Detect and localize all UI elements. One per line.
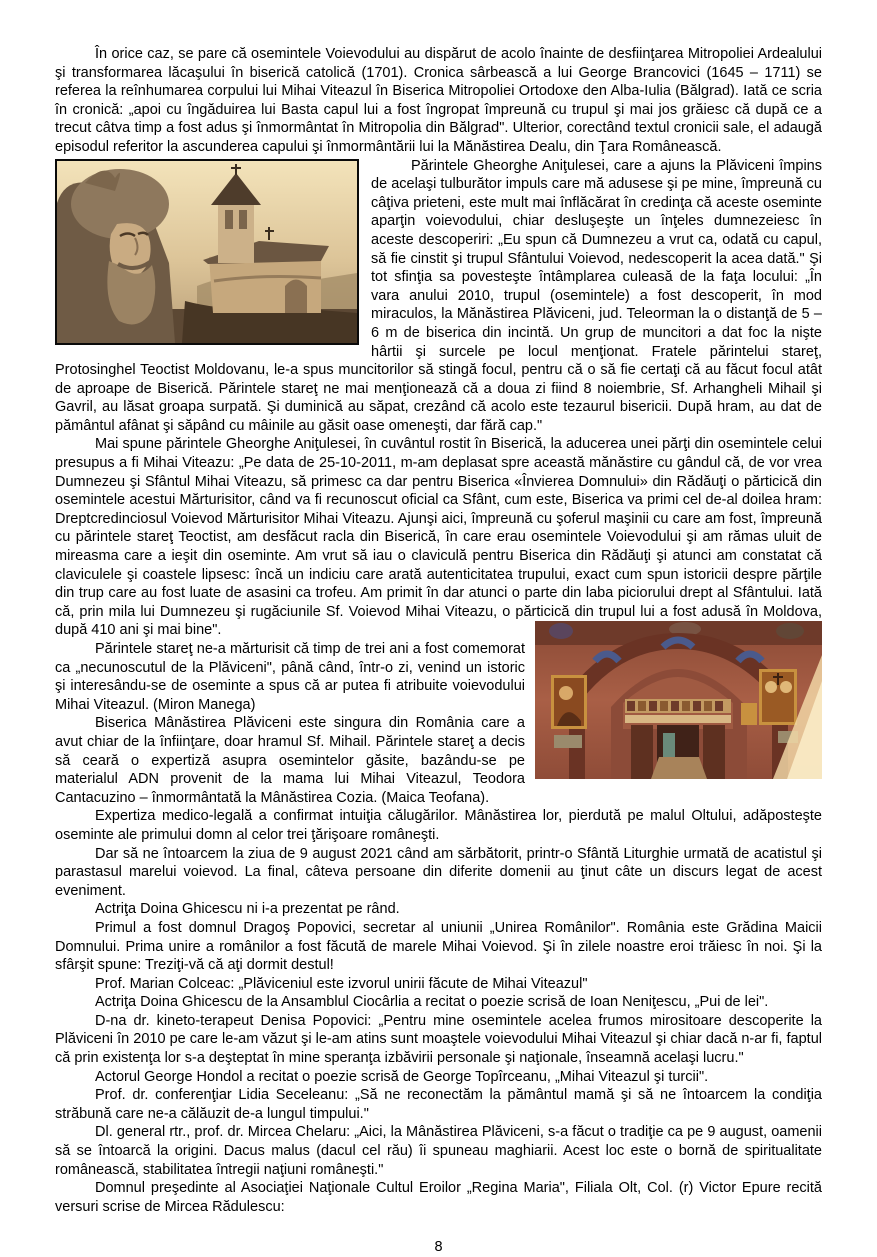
- paragraph-11-text: Actriţa Doina Ghicescu de la Ansamblul Ciocârlia a recitat o poezie scrisă de Ioan Neniţescu, „Pui de lei".: [95, 994, 769, 1011]
- paragraph-12-text: D-na dr. kineto-terapeut Denisa Popovici: „Pentru mine osemintele acelea frumos mirositoare descoperite la Plăviceni în 2010 pe care le-am văzut şi le-am atins sunt moaştele voievodului Mihai Viteazul şi chiar dacă n-ar fi, faptul că prin existenţa lor s-a deşteptat în mine speranţa izbăvirii personale şi naţionale, înseamnă acelaşi lucru.": [55, 1012, 822, 1067]
- paragraph-1-text: În orice caz, se pare că osemintele Voievodului au dispărut de acolo înainte de desfiinţarea Mitropoliei Ardealului şi transformarea lăcaşului în biserică catolică (1701). Cronica sârbească a lui George Brancovici (1645 – 1711) se referea la reînhumarea corpului lui Mihai Viteazul în Biserica Mitropoliei Ortodoxe den Alba-Iulia (Bălgrad). Iată ce scria în cronică: „apoi cu îngăduirea lui Basta capul lui a fost îngropat împreună cu trupul şi mai jos grăiesc că după ce a trecut câtva timp a fost adus şi înmormântat în Mitropolia din Bălgrad". Ulterior, corectând textul cronicii sale, el adaugă episodul referitor la ascunderea capului şi înmormântării lui la Mănăstirea Dealu, din Ţara Românească.: [55, 46, 822, 155]
- paragraph-10: [55, 975, 822, 994]
- paragraph-12: [55, 1012, 822, 1068]
- paragraph-5-text: Biserica Mânăstirea Plăviceni este singura din România care a avut chiar de la înfiinţare, doar hramul Sf. Mihail. Părintele stareţ a decis să ceară o expertiză asupra osemintelor găsite, bazându-se pe materialul ADN provenit de la mama lui Mihai Viteazul, Teodora Cantacuzino – înmormântată la Mânăstirea Cozia. (Maica Teofana).: [55, 715, 525, 806]
- paragraph-14: [55, 1086, 822, 1123]
- paragraph-8: [55, 900, 822, 919]
- paragraph-3: [55, 435, 822, 640]
- paragraph-7: [55, 845, 822, 901]
- paragraph-13: [55, 1068, 822, 1087]
- paragraph-10-text: Prof. Marian Colceac: „Plăviceniul este izvorul unirii făcute de Mihai Viteazul": [95, 975, 588, 992]
- paragraph-7-text: Dar să ne întoarcem la ziua de 9 august 2021 când am sărbătorit, printr-o Sfântă Liturghie urmată de acatistul şi parastasul marelui voievod. La final, câteva persoane din diferite domenii au ţinut câte un discurs legat de acest eveniment.: [55, 845, 822, 899]
- paragraph-15: [55, 1123, 822, 1179]
- paragraph-11: [55, 993, 822, 1012]
- paragraph-6: [55, 807, 822, 844]
- paragraph-2-text: Părintele Gheorghe Aniţulesei, care a ajuns la Plăviceni împins de acelaşi tulburător impuls care mă adusese şi pe mine, împreună cu câţiva prieteni, este mult mai înflăcărat în credinţa că aceste oseminte aparţin voievodului, chiar desluşeşte un înţeles dumnezeiesc în aceste descoperiri: „Eu spun că Dumnezeu a vrut ca, odată cu capul, să fie cinstit şi trupul Sfântului Voievod, nedescoperit la acea dată." Şi tot sfinţia sa povesteşte întâmplarea culeasă de la faţa locului: „În vara anului 2010, trupul (osemintele) a fost descoperit, în mod miraculos, la Mănăstirea Plăviceni, jud. Teleorman la o distanţă de 5 – 6 m de biserica din incintă. Un grup de muncitori a dat foc la nişte hârtii şi surcele pe locul menţionat. Fratele părintelui stareţ, Protosinghel Teoctist Moldovanu, le-a spus muncitorilor să stingă focul, pentru că o să fie certaţi că au făcut focul atât de aproape de Biserică. Părintele stareţ ne mai menţionează că a doua zi fiind 8 noiembrie, Sf. Arhangheli Mihail şi Gavril, au lăsat groapa surpată. Şi duminică au săpat, crezând că acolo este tezaurul bisericii. După hram, au dat de pământul afânat şi săpând cu mâinile au găsit oase omeneşti, dar fără cap.": [55, 157, 822, 434]
- paragraph-16: [55, 1179, 822, 1216]
- statue-church-illustration: [57, 161, 357, 343]
- paragraph-9: [55, 919, 822, 975]
- paragraph-8-text: Actriţa Doina Ghicescu ni i-a prezentat pe rând.: [95, 901, 400, 918]
- church-interior-illustration: [535, 621, 822, 779]
- paragraph-3-text: Mai spune părintele Gheorghe Aniţulesei, în cuvântul rostit în Biserică, la aducerea unei părţi din osemintele celui presupus a fi Mihai Viteazu: „Pe data de 25-10-2011, m-am deplasat spre această mănăstire cu gândul că, de vor vrea Dumnezeu şi Sfântul Mihai Viteazu, să primesc ca dar pentru Biserica «Învierea Domnului» din Rădăuţi o părticică din osemintele acestui Mărturisitor, când va fi recunoscut oficial ca Sfânt, cum este, Biserica va primi cel de-al doilea hram: Dreptcredinciosul Voievod Mărturisitor Mihai Viteazu. Ajunşi aici, împreună cu şoferul maşinii cu care am fost, împreună cu părintele stareţ Teoctist, am desfăcut racla din Biserică, în care erau osemintele Voievodului şi am rămas uluit de mireasma care a ieşit din oseminte. Am vrut să iau o claviculă pentru Biserica din Rădăuţi şi atunci am constatat că claviculele şi coastele lipsesc: încă un indiciu care arată autenticitatea trupului, exact cum spun istoricii despre părţile din trup care au fost luate de asasini ca trofeu. Am primit în dar atunci o parte din laba piciorului drept al Sfântului. Iată că, prin mila lui Dumnezeu şi rugăciunile Sf. Voievod Mihai Viteazu, o părticică din trupul lui a fost adusă în Moldova, după 410 ani şi mai bine".: [55, 436, 822, 639]
- paragraph-14-text: Prof. dr. conferenţiar Lidia Seceleanu: „Să ne reconectăm la pământul mamă şi să ne întoarcem la condiţia străbună care ne-a călăuzit de-a lungul timpului.": [55, 1087, 822, 1122]
- statue-church-photo: [55, 159, 359, 345]
- paragraph-1: [55, 45, 822, 157]
- paragraph-2: [55, 157, 822, 436]
- church-interior-photo: [535, 621, 822, 779]
- paragraph-9-text: Primul a fost domnul Dragoş Popovici, secretar al uniunii „Unirea Românilor". România este Grădina Maicii Domnului. Prima unire a românilor a fost făcută de marele Mihai Voievod. Şi în zilele noastre eroi trăiesc în noi. Şi la sfârşit spune: Treziţi-vă că aţi dormit destul!: [55, 919, 822, 974]
- paragraph-13-text: Actorul George Hondol a recitat o poezie scrisă de George Topîrceanu, „Mihai Viteazul şi turcii".: [95, 1068, 709, 1085]
- paragraph-4-text: Părintele stareţ ne-a mărturisit că timp de trei ani a fost comemorat ca „necunoscutul de la Plăviceni", până când, într-o zi, venind un istoric şi interesându-se de oseminte a spus că ar putea fi atribuite voievodului Mihai Viteazul. (Miron Manega): [55, 641, 525, 713]
- paragraph-16-text: Domnul preşedinte al Asociaţiei Naţionale Cultul Eroilor „Regina Maria", Filiala Olt, Col. (r) Victor Epure recită versuri scrise de Mircea Rădulescu:: [55, 1180, 822, 1215]
- paragraph-6-text: Expertiza medico-legală a confirmat intuiţia călugărilor. Mânăstirea lor, pierdută pe malul Oltului, adăposteşte oseminte ale primului domn al celor trei ţărişoare româneşti.: [55, 808, 822, 843]
- page-number: 8: [434, 1239, 443, 1256]
- paragraph-4: [55, 640, 822, 714]
- paragraph-15-text: Dl. general rtr., prof. dr. Mircea Chelaru: „Aici, la Mânăstirea Plăviceni, s-a făcut o tradiţie ca pe 9 august, oamenii să se întoarcă la origini. Dacus malus (dacul cel rău) îi spuneau maghiarii. Acest loc este o bornă de spiritualitate românească, stabilitatea întregii naţiuni româneşti.": [55, 1124, 822, 1178]
